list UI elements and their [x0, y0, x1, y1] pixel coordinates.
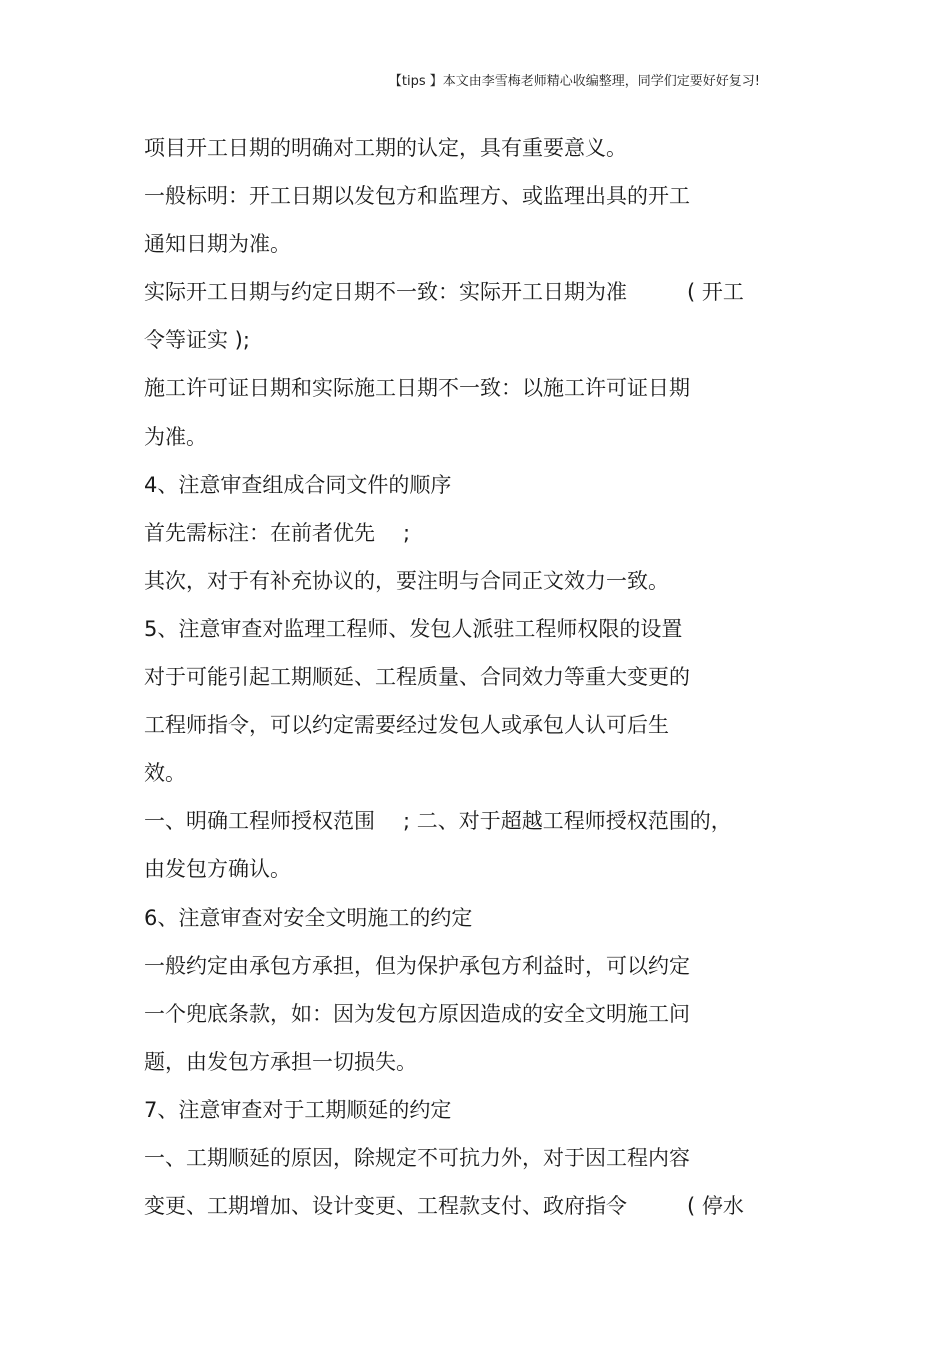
text-line-content: 题，由发包方承担一切损失。: [144, 1049, 417, 1074]
text-line: [144, 364, 824, 412]
text-line: [144, 509, 824, 557]
text-line-content: 一般标明：开工日期以发包方和监理方、或监理出具的开工: [144, 184, 690, 209]
section-heading: [144, 605, 824, 653]
text-line: [144, 701, 824, 749]
text-line: [144, 1134, 824, 1182]
text-line-content: 4、注意审查组成合同文件的顺序: [144, 472, 452, 497]
text-line: [144, 1038, 824, 1086]
text-line: [144, 797, 824, 845]
text-line-content: 工程师指令，可以约定需要经过发包人或承包人认可后生: [144, 713, 669, 738]
text-line: [144, 124, 824, 172]
section-heading: [144, 461, 824, 509]
text-line-content: 项目开工日期的明确对工期的认定，具有重要意义。: [144, 136, 627, 160]
text-line-content: 通知日期为准。: [144, 232, 291, 257]
text-line-content: 对于可能引起工期顺延、工程质量、合同效力等重大变更的: [144, 665, 690, 690]
text-line-content: 6、注意审查对安全文明施工的约定: [144, 905, 473, 930]
header-tip: 【tips 】本文由李雪梅老师精心收编整理，同学们定要好好复习!: [388, 74, 760, 89]
text-line-content: 7、注意审查对于工期顺延的约定: [144, 1097, 452, 1122]
text-line-content: 令等证实 );: [144, 328, 250, 353]
text-line-content: 效。: [144, 761, 186, 786]
text-line-tail: ( 停水: [687, 1194, 744, 1219]
text-line: [144, 220, 824, 268]
text-line-tail: ;: [403, 520, 411, 545]
text-line: [144, 268, 824, 316]
text-line: [144, 172, 824, 220]
text-line-content: 由发包方确认。: [144, 857, 291, 882]
section-heading: [144, 894, 824, 942]
text-line-content: 其次，对于有补充协议的，要注明与合同正文效力一致。: [144, 568, 669, 593]
text-line-content: 一、工期顺延的原因，除规定不可抗力外，对于因工程内容: [144, 1145, 690, 1170]
text-line-content: 实际开工日期与约定日期不一致：实际开工日期为准: [144, 280, 627, 305]
text-line: [144, 653, 824, 701]
text-line: [144, 845, 824, 893]
text-line: [144, 557, 824, 605]
text-line-content: 一个兜底条款，如：因为发包方原因造成的安全文明施工问: [144, 1001, 690, 1026]
text-line-content: 施工许可证日期和实际施工日期不一致：以施工许可证日期: [144, 376, 690, 401]
section-heading: [144, 1086, 824, 1134]
text-line-tail: ( 开工: [687, 280, 744, 305]
text-line-content: 一般约定由承包方承担，但为保护承包方利益时，可以约定: [144, 953, 690, 978]
document-body: [144, 124, 824, 1230]
text-line: [144, 1182, 824, 1230]
text-line-content: 一、明确工程师授权范围: [144, 809, 375, 834]
text-line: [144, 413, 824, 461]
text-line: [144, 990, 824, 1038]
text-line-content: 为准。: [144, 424, 207, 449]
text-line-tail: ; 二、对于超越工程师授权范围的，: [403, 809, 732, 834]
text-line-content: 变更、工期增加、设计变更、工程款支付、政府指令: [144, 1194, 627, 1219]
text-line: [144, 942, 824, 990]
text-line-content: 5、注意审查对监理工程师、发包人派驻工程师权限的设置: [144, 616, 683, 641]
text-line-content: 首先需标注：在前者优先: [144, 520, 375, 545]
text-line: [144, 749, 824, 797]
text-line: [144, 316, 824, 364]
